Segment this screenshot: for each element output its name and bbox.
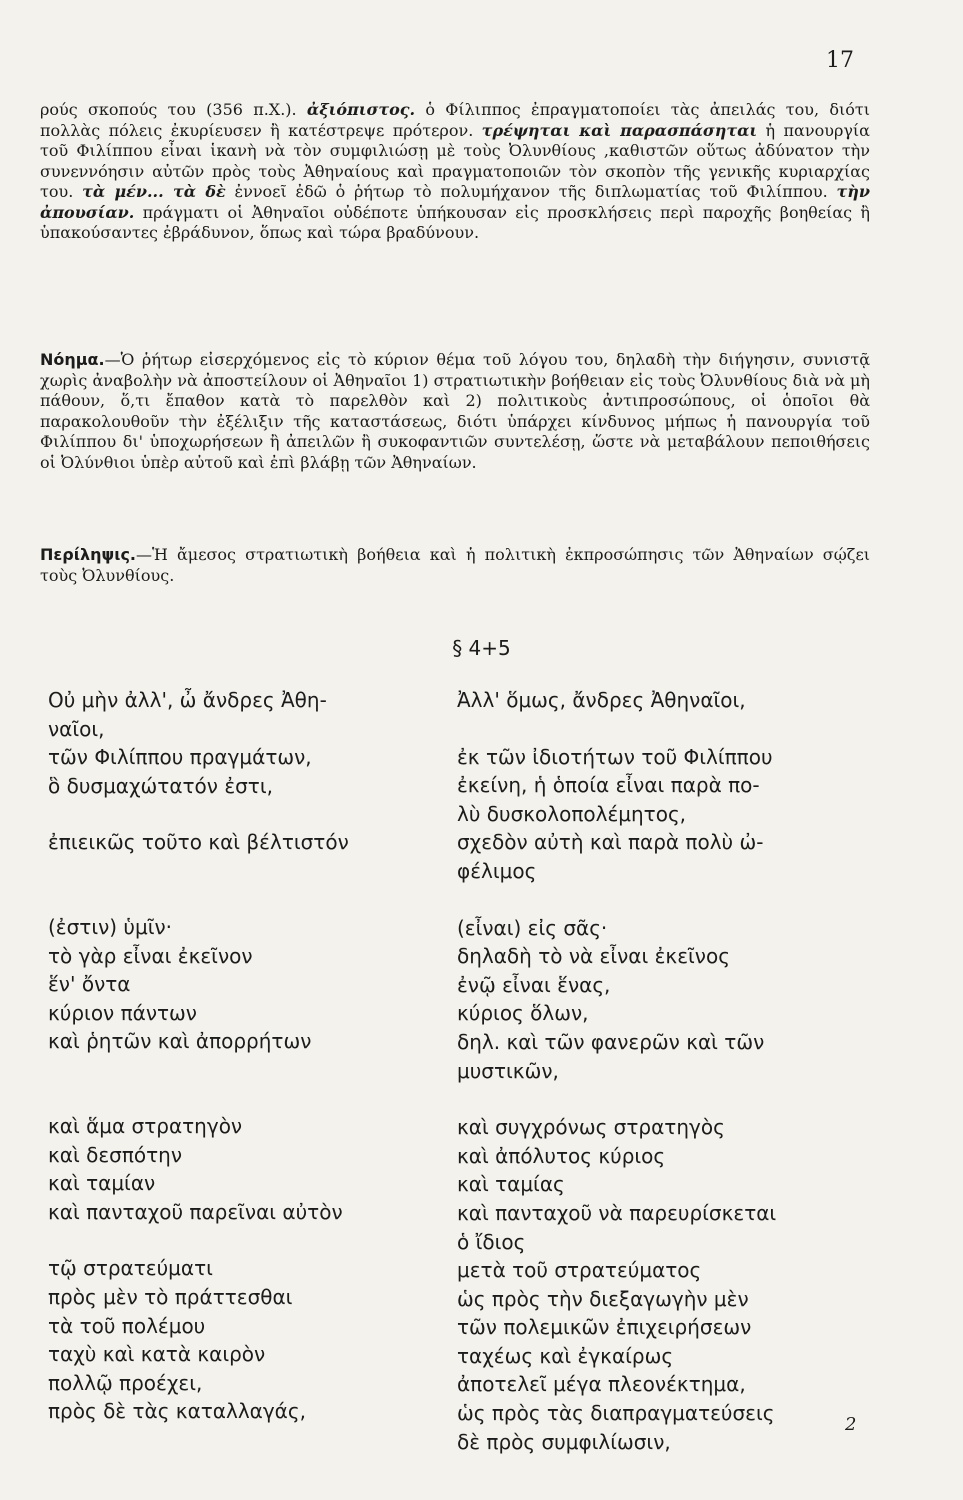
translation-line: Ἀλλ' ὅμως, ἄνδρες Ἀθηναῖοι, xyxy=(457,688,746,712)
translation-line: ἐκ τῶν ἰδιοτήτων τοῦ Φιλίππου xyxy=(457,744,773,769)
translation-line: μυστικῶν, xyxy=(457,1058,559,1083)
translation-line: καὶ συγχρόνως στρατηγὸς xyxy=(457,1115,725,1140)
greek-line: πολλῷ προέχει, xyxy=(48,1370,203,1395)
greek-line: καὶ ταμίαν xyxy=(48,1171,156,1196)
greek-line: τῶν Φιλίππου πραγμάτων, xyxy=(48,745,312,770)
note-keyword: τὰ μέν... τὰ δὲ xyxy=(82,182,226,201)
translation-line: σχεδὸν αὐτὴ καὶ παρὰ πολὺ ὠ- xyxy=(457,830,764,855)
translation-line: καὶ ταμίας xyxy=(457,1172,565,1197)
blank-line xyxy=(48,857,448,885)
noema-text: —Ὁ ῥήτωρ εἰσερχόμενος εἰς τὸ κύριον θέμα τοῦ λόγου του, δηλαδὴ τὴν διήγησιν, συνιστᾷ χωρὶς ἀναβολὴν νὰ ἀποστείλουν οἱ Ἀθηναῖοι 1) στρατιωτικὴν βοήθειαν εἰς τοὺς Ὀλυνθίους διὰ νὰ μὴ πάθουν, ὅ,τι ἔπαθον κατὰ τὸ παρελθὸν καὶ 2) πολιτικοὺς ἀντιπροσώπους, οἱ ὁποῖοι θὰ παρακολουθοῦν τὴν ἐξέλιξιν τῆς καταστάσεως, διότι ὑπάρχει κίνδυνος μήπως ἡ πανουργία τοῦ Φιλίππου δι' ὑποχωρήσεων ἢ ἀπειλῶν ἢ συκοφαντιῶν συντελέσῃ, ὥστε νὰ μεταβάλουν πεποιθήσεις οἱ Ὀλύνθιοι ὑπὲρ αὐτοῦ καὶ ἐπὶ βλάβῃ τῶν Ἀθηναίων. xyxy=(40,350,870,472)
perilipsis-label: Περίληψις. xyxy=(40,545,136,564)
translation-line: καὶ ἀπόλυτος κύριος xyxy=(457,1143,666,1168)
noema-paragraph xyxy=(40,350,870,473)
blank-line xyxy=(48,1084,448,1112)
blank-line xyxy=(48,1226,448,1254)
translation-column xyxy=(457,686,897,1456)
translation-line: ὡς πρὸς τὴν διεξαγωγὴν μὲν xyxy=(457,1286,749,1311)
note-keyword: ἀξιόπιστος. xyxy=(306,100,416,119)
greek-line: ὃ δυσμαχώτατόν ἐστι, xyxy=(48,773,273,798)
greek-line: Οὐ μὴν ἀλλ', ὦ ἄνδρες Ἀθη- xyxy=(48,688,327,712)
translation-line: ταχέως καὶ ἐγκαίρως xyxy=(457,1343,674,1368)
translation-line: ἐκείνη, ἡ ὁποία εἶναι παρὰ πο- xyxy=(457,773,760,798)
translation-line: δηλαδὴ τὸ νὰ εἶναι ἐκεῖνος xyxy=(457,944,730,969)
greek-text-column xyxy=(48,686,448,1426)
signature-mark: 2 xyxy=(845,1414,857,1435)
blank-line xyxy=(48,885,448,913)
greek-line: καὶ δεσπότην xyxy=(48,1142,182,1167)
translation-line: ἀποτελεῖ μέγα πλεονέκτημα, xyxy=(457,1372,746,1397)
translation-line: κύριος ὅλων, xyxy=(457,1001,589,1026)
blank-line xyxy=(457,1085,897,1113)
translation-line: ἐνῷ εἶναι ἕνας, xyxy=(457,972,611,997)
note-keyword: τρέψηται καὶ παρασπάσηται xyxy=(481,120,758,140)
perilipsis-text: —Ἡ ἄμεσος στρατιωτικὴ βοήθεια καὶ ἡ πολιτικὴ ἐκπροσώπησις τῶν Ἀθηναίων σῴζει τοὺς Ὀλυνθίους. xyxy=(40,545,870,585)
note-keyword: τὴν ἀπουσίαν. xyxy=(40,182,870,222)
note-text: ἡ πανουργία τοῦ Φιλίππου εἶναι ἱκανὴ νὰ τὸν συμφιλιώσῃ μὲ τοὺς Ὀλυνθίους ,καθιστῶν οὕτως ἀδύνατον τὴν συνεννόησιν αὐτῶν πρὸς τοὺς Ἀθηναίους καὶ πραγματοποιῶν τὸν σκοπὸν τῆς γενικῆς κυριαρχίας του. xyxy=(40,120,870,201)
greek-line: καὶ ῥητῶν καὶ ἀπορρήτων xyxy=(48,1029,312,1054)
greek-line: κύριον πάντων xyxy=(48,1000,197,1025)
greek-line: ἐπιεικῶς τοῦτο καὶ βέλτιστόν xyxy=(48,830,349,855)
greek-line: ἕν' ὄντα xyxy=(48,972,131,997)
page-number: 17 xyxy=(826,48,854,73)
translation-line: ὁ ἴδιος xyxy=(457,1229,526,1254)
translation-line: δηλ. καὶ τῶν φανερῶν καὶ τῶν xyxy=(457,1029,765,1054)
greek-line: τὰ τοῦ πολέμου xyxy=(48,1313,206,1338)
greek-line: πρὸς μὲν τὸ πράττεσθαι xyxy=(48,1284,293,1309)
greek-line: καὶ πανταχοῦ παρεῖναι αὐτὸν xyxy=(48,1199,343,1224)
blank-line xyxy=(457,886,897,914)
greek-line: (ἐστιν) ὑμῖν· xyxy=(48,914,173,939)
greek-line: ταχὺ καὶ κατὰ καιρὸν xyxy=(48,1342,266,1367)
translation-line: λὺ δυσκολοπολέμητος, xyxy=(457,801,687,826)
note-text: ρούς σκοπούς του (356 π.Χ.). xyxy=(40,100,307,119)
translation-line: δὲ πρὸς συμφιλίωσιν, xyxy=(457,1429,671,1454)
greek-line: πρὸς δὲ τὰς καταλλαγάς, xyxy=(48,1399,306,1424)
blank-line xyxy=(48,800,448,828)
note-text: ὁ Φίλιππος ἐπραγματοποίει τὰς ἀπειλάς του, διότι πολλὰς πόλεις ἐκυρίευσεν ἢ κατέστρεψε πρότερον. xyxy=(40,100,870,140)
translation-line: ὡς πρὸς τὰς διαπραγματεύσεις xyxy=(457,1401,775,1426)
blank-line xyxy=(457,715,897,743)
noema-label: Νόημα. xyxy=(40,350,105,369)
blank-line xyxy=(48,1056,448,1084)
greek-line: τῷ στρατεύματι xyxy=(48,1256,213,1281)
greek-line: τὸ γὰρ εἶναι ἐκεῖνον xyxy=(48,943,253,968)
translation-line: φέλιμος xyxy=(457,858,537,883)
commentary-notes xyxy=(40,100,870,244)
note-text: ἐννοεῖ ἐδῶ ὁ ῥήτωρ τὸ πολυμήχανον τῆς διπλωματίας τοῦ Φιλίππου. xyxy=(225,182,837,201)
translation-line: (εἶναι) εἰς σᾶς· xyxy=(457,915,608,940)
translation-line: καὶ πανταχοῦ νὰ παρευρίσκεται xyxy=(457,1200,777,1225)
greek-line: ναῖοι, xyxy=(48,716,105,741)
note-text: πράγματι οἱ Ἀθηναῖοι οὐδέποτε ὑπήκουσαν εἰς προσκλήσεις περὶ παροχῆς βοηθείας ἢ ὑπακούσαντες ἐβράδυνον, ὅπως καὶ τώρα βραδύνουν. xyxy=(40,202,870,242)
section-heading: § 4+5 xyxy=(452,636,511,660)
greek-line: καὶ ἅμα στρατηγὸν xyxy=(48,1113,243,1138)
perilipsis-paragraph xyxy=(40,545,870,586)
translation-line: τῶν πολεμικῶν ἐπιχειρήσεων xyxy=(457,1315,752,1340)
translation-line: μετὰ τοῦ στρατεύματος xyxy=(457,1258,702,1283)
